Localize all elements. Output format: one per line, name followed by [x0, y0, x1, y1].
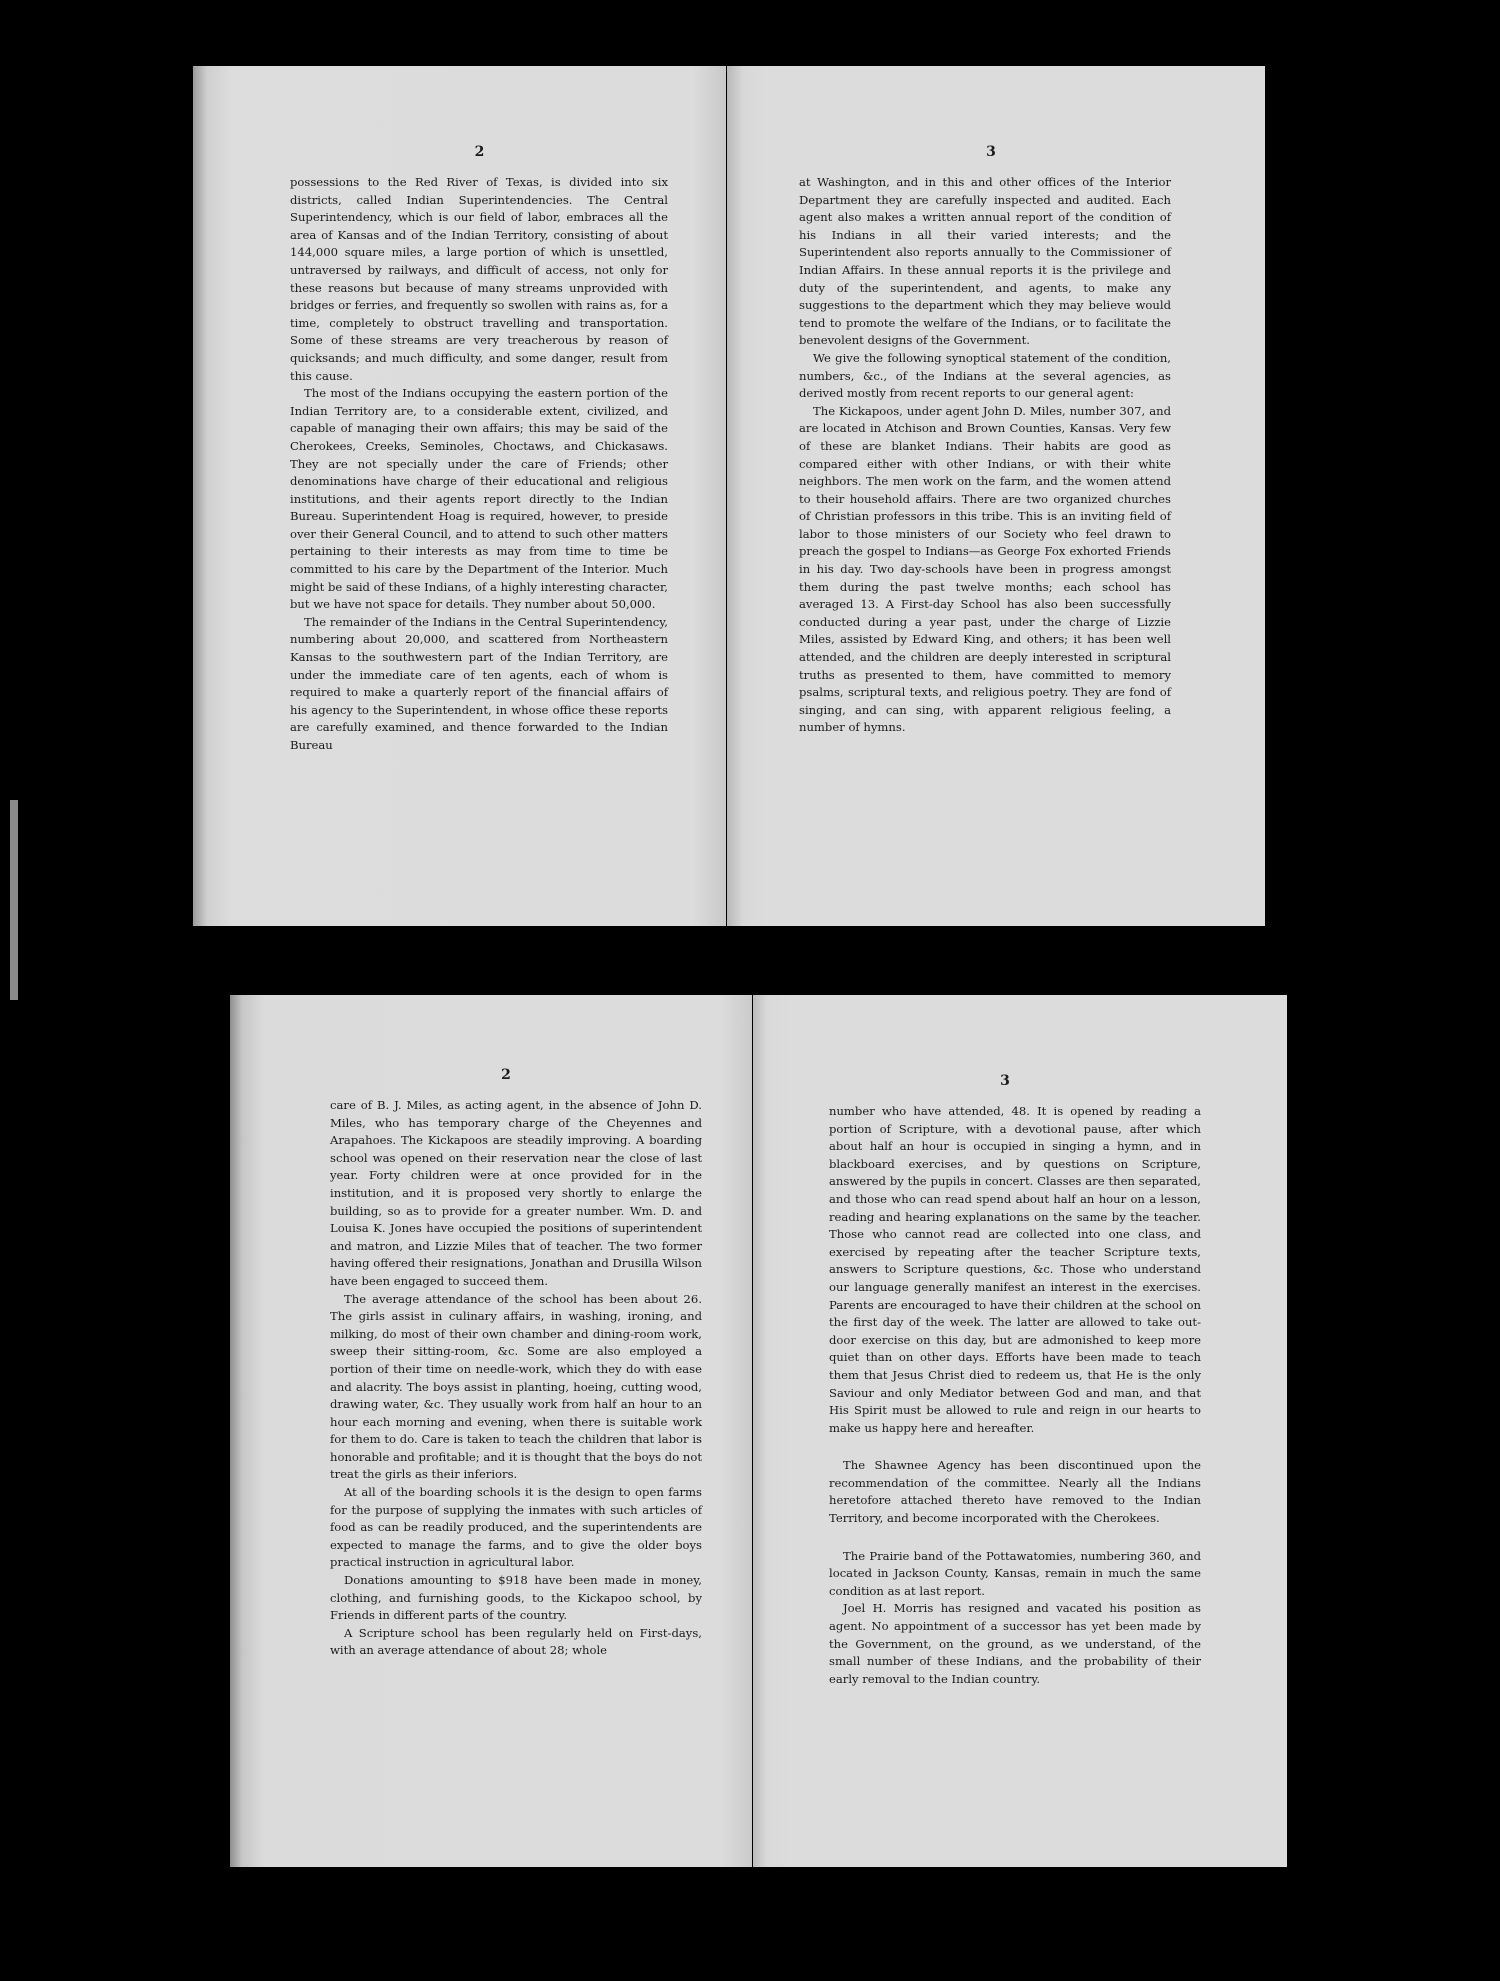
page-number: 3	[1000, 1073, 1010, 1089]
paragraph: at Washington, and in this and other offices of the Interior Department they are carefully inspected and audited. Each agent also makes a written annual report of the condition of his Indians in all their varied interests; and the Superintendent also reports annually to the Commissioner of Indian Affairs. In these annual reports it is the privilege and duty of the superintendent, and agents, to make any suggestions to the department which they may believe would tend to promote the welfare of the Indians, or to facilitate the benevolent designs of the Government.	[799, 175, 1171, 348]
page-number: 2	[474, 144, 485, 160]
page-text-body	[290, 174, 668, 755]
scan-edge-mark	[10, 800, 18, 1000]
page-text-body	[829, 1103, 1201, 1688]
page-text-body	[799, 174, 1171, 737]
paragraph: We give the following synoptical statement of the condition, numbers, &c., of the Indians at the several agencies, as derived mostly from recent reports to our general agent:	[799, 350, 1171, 401]
paragraph: The Kickapoos, under agent John D. Miles, number 307, and are located in Atchison and Brown Counties, Kansas. Very few of these are blanket Indians. Their habits are good as compared either with other Indians, or with their white neighbors. The men work on the farm, and the women attend to their household affairs. There are two organized churches of Christian professors in this tribe. This is an inviting field of labor to those ministers of our Society who feel drawn to preach the gospel to Indians—as George Fox exhorted Friends in his day. Two day-schools have been in progress amongst them during the past twelve months; each school has averaged 13. A First-day School has also been successfully conducted during a year past, under the charge of Lizzie Miles, assisted by Edward King, and others; it has been well attended, and the children are deeply interested in scriptural truths as presented to them, have committed to memory psalms, scriptural texts, and religious poetry. They are fond of singing, and can sing, with apparent religious feeling, a number of hymns.	[799, 403, 1171, 735]
paragraph: number who have attended, 48. It is opened by reading a portion of Scripture, with a devotional pause, after which about half an hour is occupied in singing a hymn, and in blackboard exercises, and by questions on Scripture, answered by the pupils in concert. Classes are then separated, and those who can read spend about half an hour on a lesson, reading and hearing explanations on the same by the teacher. Those who cannot read are collected into one class, and exercised by repeating after the teacher Scripture texts, answers to Scripture questions, &c. Those who understand our language generally manifest an interest in the exercises. Parents are encouraged to have their children at the school on the first day of the week. The latter are allowed to take out-door exercise on this day, but are admonished to keep more quiet than on other days. Efforts have been made to teach them that Jesus Christ died to redeem us, that He is the only Saviour and only Mediator between God and man, and that His Spirit must be allowed to rule and reign in our hearts to make us happy here and hereafter.	[829, 1104, 1201, 1435]
page-number: 3	[986, 144, 996, 160]
paragraph: The Shawnee Agency has been discontinued upon the recommendation of the committee. Nearly all the Indians heretofore attached thereto have removed to the Indian Territory, and become incorporated with the Cherokees.	[829, 1458, 1201, 1526]
page-number: 2	[501, 1067, 511, 1083]
bottom-left-page	[230, 995, 752, 1867]
paragraph: care of B. J. Miles, as acting agent, in the absence of John D. Miles, who has temporary charge of the Cheyennes and Arapahoes. The Kickapoos are steadily improving. A boarding school was opened on their reservation near the close of last year. Forty children were at once provided for in the institution, and it is proposed very shortly to enlarge the building, so as to provide for a greater number. Wm. D. and Louisa K. Jones have occupied the positions of superintendent and matron, and Lizzie Miles that of teacher. The two former having offered their resignations, Jonathan and Drusilla Wilson have been engaged to succeed them.	[330, 1098, 702, 1288]
paragraph: The average attendance of the school has been about 26. The girls assist in culinary affairs, in washing, ironing, and milking, do most of their own chamber and dining-room work, sweep their sitting-room, &c. Some are also employed a portion of their time on needle-work, which they do with ease and alacrity. The boys assist in planting, hoeing, cutting wood, drawing water, &c. They usually work from half an hour to an hour each morning and evening, when there is suitable work for them to do. Care is taken to teach the children that labor is honorable and profitable; and it is thought that the boys do not treat the girls as their inferiors.	[330, 1291, 702, 1482]
bottom-spread	[230, 995, 1287, 1867]
top-right-page	[727, 66, 1265, 926]
paragraph: Joel H. Morris has resigned and vacated his position as agent. No appointment of a successor has yet been made by the Government, on the ground, as we understand, of the small number of these Indians, and the probability of their early removal to the Indian country.	[829, 1601, 1201, 1686]
bottom-right-page	[753, 995, 1287, 1867]
paragraph: A Scripture school has been regularly held on First-days, with an average attendance of about 28; whole	[330, 1625, 702, 1658]
paragraph: The Prairie band of the Pottawatomies, numbering 360, and located in Jackson County, Kansas, remain in much the same condition as at last report.	[829, 1548, 1201, 1598]
page-text-body	[330, 1097, 702, 1660]
paragraph: The remainder of the Indians in the Central Superintendency, numbering about 20,000, and scattered from Northeastern Kansas to the southwestern part of the Indian Territory, are under the immediate care of ten agents, each of whom is required to make a quarterly report of the financial affairs of his agency to the Superintendent, in whose office these reports are carefully examined, and thence forwarded to the Indian Bureau	[290, 614, 668, 752]
paragraph: Donations amounting to $918 have been made in money, clothing, and furnishing goods, to the Kickapoo school, by Friends in different parts of the country.	[330, 1573, 702, 1623]
paragraph: At all of the boarding schools it is the design to open farms for the purpose of supplying the inmates with such articles of food as can be readily produced, and the superintendents are expected to manage the farms, and to give the older boys practical instruction in agricultural labor.	[330, 1485, 702, 1570]
top-spread	[193, 66, 1265, 926]
paragraph: The most of the Indians occupying the eastern portion of the Indian Territory are, to a considerable extent, civilized, and capable of managing their own affairs; this may be said of the Cherokees, Creeks, Seminoles, Choctaws, and Chickasaws. They are not specially under the care of Friends; other denominations have charge of their educational and religious institutions, and their agents report directly to the Indian Bureau. Superintendent Hoag is required, however, to preside over their General Council, and to attend to such other matters pertaining to their interests as may from time to time be committed to his care by the Department of the Interior. Much might be said of these Indians, of a highly interesting character, but we have not space for details. They number about 50,000.	[290, 386, 668, 612]
top-left-page	[193, 66, 726, 926]
paragraph: possessions to the Red River of Texas, is divided into six districts, called Indian Superintendencies. The Central Superintendency, which is our field of labor, embraces all the area of Kansas and of the Indian Territory, consisting of about 144,000 square miles, a large portion of which is unsettled, untraversed by railways, and difficult of access, not only for these reasons but because of many streams unprovided with bridges or ferries, and frequently so swollen with rains as, for a time, completely to obstruct travelling and transportation. Some of these streams are very treacherous by reason of quicksands; and much difficulty, and some danger, result from this cause.	[290, 175, 668, 383]
